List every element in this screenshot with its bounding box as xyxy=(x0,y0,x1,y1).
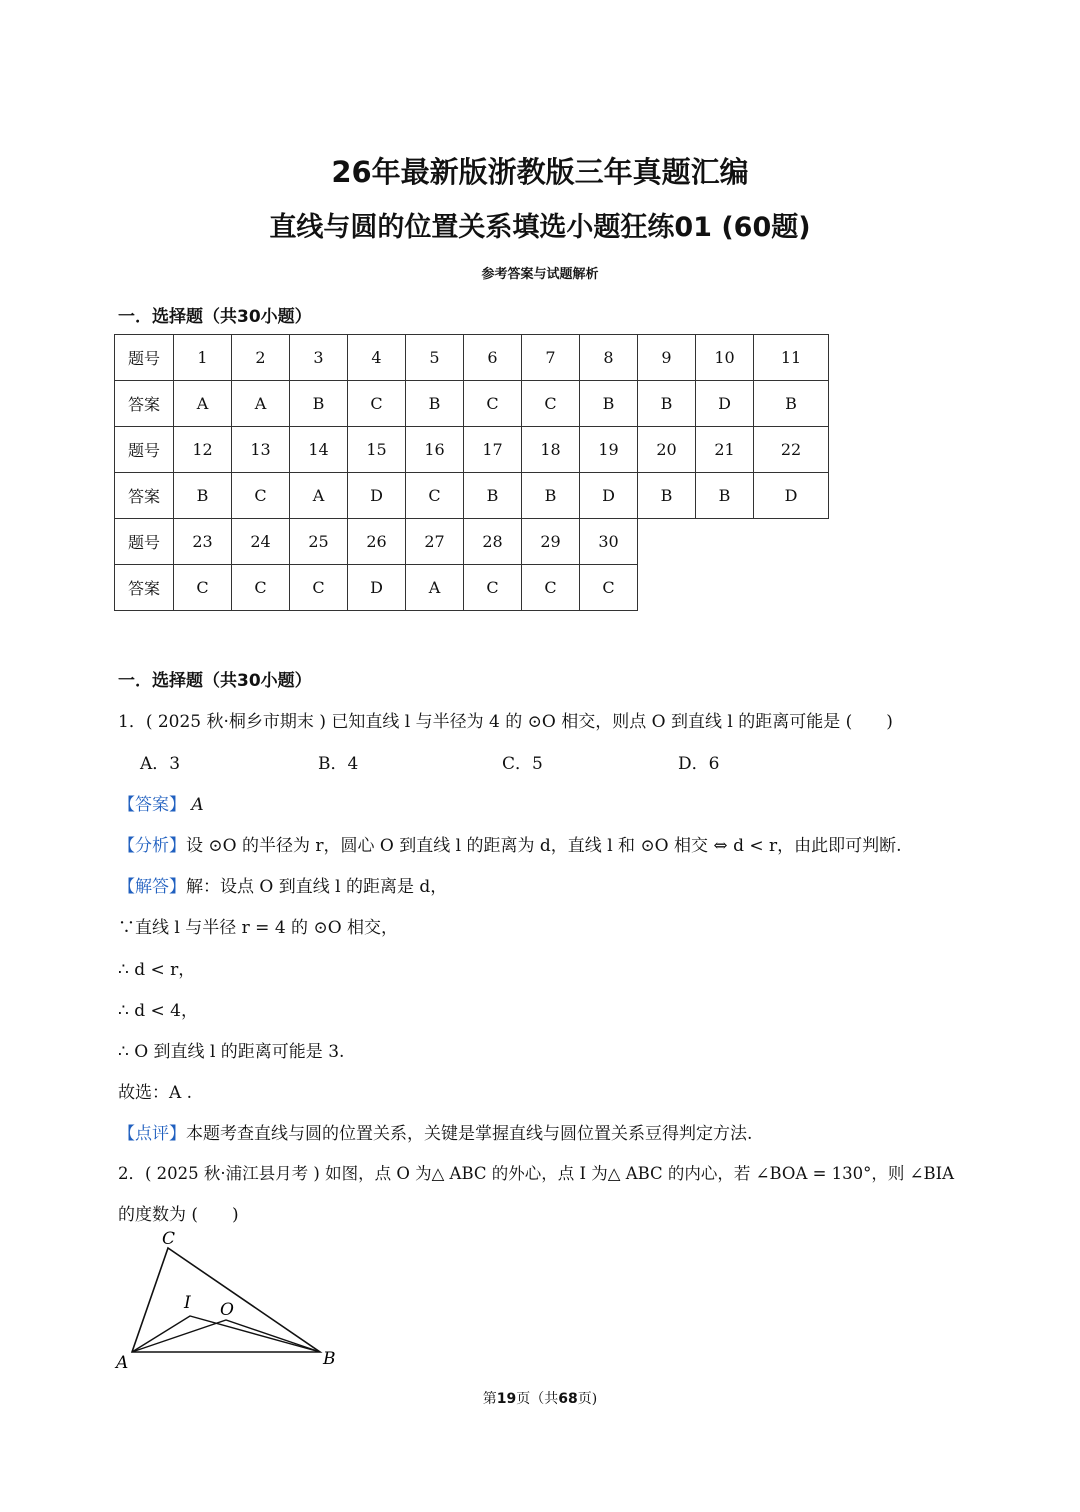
question-1-analysis xyxy=(118,831,902,856)
comment-tag: 【点评】 xyxy=(118,1124,186,1144)
answer-key-caption: 参考答案与试题解析 xyxy=(481,267,599,282)
document-subtitle: 直线与圆的位置关系填选小题狂练01 (60题) xyxy=(269,212,811,243)
answer-table-cell: B xyxy=(638,473,696,519)
analysis-text: 设 ⊙O 的半径为 r，圆心 O 到直线 l 的距离为 d，直线 l 和 ⊙O 相交 ⇔ d < r，由此即可判断. xyxy=(186,836,902,856)
label-a: A xyxy=(116,1353,129,1372)
question-1-solution-line-1 xyxy=(118,872,447,897)
answer-table-cell: B xyxy=(754,381,829,427)
section-heading-table: 一．选择题（共30小题） xyxy=(118,307,312,327)
answer-table-row xyxy=(115,427,829,473)
question-1-option-a: A．3 xyxy=(140,754,181,774)
comment-text: 本题考查直线与圆的位置关系，关键是掌握直线与圆位置关系豆得判定方法. xyxy=(186,1124,753,1144)
segments-ao-ob xyxy=(132,1320,320,1352)
answer-table-cell: 8 xyxy=(580,335,638,381)
answer-table-cell: B xyxy=(464,473,522,519)
answer-table-row xyxy=(115,473,829,519)
answer-table-row xyxy=(115,519,829,565)
analysis-tag: 【分析】 xyxy=(118,836,186,856)
answer-table-cell: 29 xyxy=(522,519,580,565)
answer-table-cell: 9 xyxy=(638,335,696,381)
solution-text: 解：设点 O 到直线 l 的距离是 d， xyxy=(186,877,448,897)
question-1-option-d: D．6 xyxy=(678,754,720,774)
answer-table-cell: C xyxy=(232,473,290,519)
answer-table-empty-cell xyxy=(754,565,829,611)
footer-suffix: 页) xyxy=(577,1391,598,1407)
question-2-stem-line-2: 的度数为 ( ) xyxy=(118,1205,239,1225)
answer-table-cell: B xyxy=(406,381,464,427)
answer-table-cell: A xyxy=(232,381,290,427)
question-1-solution-line-5: ∴ O 到直线 l 的距离可能是 3. xyxy=(118,1042,345,1062)
answer-table-cell: D xyxy=(348,565,406,611)
answer-table-cell: 10 xyxy=(696,335,754,381)
answer-table-cell: 17 xyxy=(464,427,522,473)
answer-table-cell: C xyxy=(464,381,522,427)
answer-table xyxy=(114,334,829,611)
answer-table-cell: C xyxy=(348,381,406,427)
question-2-stem-line-1: 2．( 2025 秋·浦江县月考 ) 如图，点 O 为△ ABC 的外心，点 I 为△ ABC 的内心，若 ∠BOA = 130°，则 ∠BIA xyxy=(118,1164,955,1183)
answer-table-cell: B xyxy=(580,381,638,427)
answer-table-cell: 15 xyxy=(348,427,406,473)
answer-table-empty-cell xyxy=(754,519,829,565)
answer-table-cell: 20 xyxy=(638,427,696,473)
answer-value: A xyxy=(191,795,204,815)
answer-table-cell: C xyxy=(406,473,464,519)
answer-table-cell: C xyxy=(232,565,290,611)
answer-table-empty-cell xyxy=(638,519,696,565)
answer-table-cell: 27 xyxy=(406,519,464,565)
question-1-option-c: C．5 xyxy=(502,754,543,774)
answer-table-row-label: 答案 xyxy=(115,381,174,427)
answer-table-cell: 1 xyxy=(174,335,232,381)
document-title: 26年最新版浙教版三年真题汇编 xyxy=(331,155,749,189)
label-b: B xyxy=(323,1349,336,1369)
answer-table-cell: D xyxy=(348,473,406,519)
answer-table-cell: 4 xyxy=(348,335,406,381)
answer-table-cell: B xyxy=(638,381,696,427)
answer-table-cell: 3 xyxy=(290,335,348,381)
answer-table-cell: 19 xyxy=(580,427,638,473)
answer-table-row-label: 答案 xyxy=(115,565,174,611)
answer-table-cell: B xyxy=(696,473,754,519)
footer-prefix: 第 xyxy=(482,1391,497,1407)
section-heading-questions: 一．选择题（共30小题） xyxy=(118,671,312,691)
answer-table-cell: 11 xyxy=(754,335,829,381)
answer-table-cell: 26 xyxy=(348,519,406,565)
answer-table-row-label: 题号 xyxy=(115,335,174,381)
question-1-comment xyxy=(118,1119,752,1144)
question-1-solution-line-4: ∴ d < 4， xyxy=(118,1001,198,1021)
answer-table-cell: A xyxy=(406,565,464,611)
answer-table-row-label: 答案 xyxy=(115,473,174,519)
label-o: O xyxy=(220,1300,234,1320)
answer-table-cell: 16 xyxy=(406,427,464,473)
answer-table-empty-cell xyxy=(696,565,754,611)
footer-page-number: 19 xyxy=(496,1391,517,1407)
segments-ai-ib xyxy=(132,1316,320,1352)
answer-table-cell: 2 xyxy=(232,335,290,381)
question-1-answer xyxy=(118,790,204,815)
answer-table-cell: B xyxy=(522,473,580,519)
answer-table-cell: 6 xyxy=(464,335,522,381)
answer-table-cell: A xyxy=(174,381,232,427)
answer-table-cell: D xyxy=(696,381,754,427)
answer-table-cell: 22 xyxy=(754,427,829,473)
page-footer xyxy=(0,1388,1080,1408)
answer-table-cell: 21 xyxy=(696,427,754,473)
answer-table-empty-cell xyxy=(638,565,696,611)
answer-table-cell: B xyxy=(174,473,232,519)
answer-table-cell: 12 xyxy=(174,427,232,473)
answer-tag: 【答案】 xyxy=(118,795,186,815)
answer-table-row xyxy=(115,335,829,381)
answer-table-cell: C xyxy=(522,381,580,427)
answer-table-cell: C xyxy=(522,565,580,611)
answer-table-row-label: 题号 xyxy=(115,519,174,565)
answer-table-cell: 5 xyxy=(406,335,464,381)
answer-table-row xyxy=(115,565,829,611)
answer-table-empty-cell xyxy=(696,519,754,565)
answer-table-cell: B xyxy=(290,381,348,427)
answer-table-cell: 13 xyxy=(232,427,290,473)
answer-table-cell: A xyxy=(290,473,348,519)
question-1-option-b: B．4 xyxy=(318,754,359,774)
footer-total-pages: 68 xyxy=(558,1391,578,1407)
triangle-figure xyxy=(110,1222,350,1372)
answer-table-cell: 28 xyxy=(464,519,522,565)
label-c: C xyxy=(162,1229,176,1249)
solution-tag: 【解答】 xyxy=(118,877,186,897)
footer-middle: 页（共 xyxy=(516,1391,559,1407)
answer-table-cell: C xyxy=(174,565,232,611)
answer-table-cell: 14 xyxy=(290,427,348,473)
answer-table-cell: 7 xyxy=(522,335,580,381)
answer-table-cell: C xyxy=(290,565,348,611)
answer-table-cell: 24 xyxy=(232,519,290,565)
question-1-stem: 1．( 2025 秋·桐乡市期末 ) 已知直线 l 与半径为 4 的 ⊙O 相交，则点 O 到直线 l 的距离可能是 ( ) xyxy=(118,712,893,732)
answer-table-row-label: 题号 xyxy=(115,427,174,473)
answer-table-cell: C xyxy=(580,565,638,611)
answer-table-cell: 30 xyxy=(580,519,638,565)
answer-table-row xyxy=(115,381,829,427)
answer-table-cell: 18 xyxy=(522,427,580,473)
answer-table-cell: D xyxy=(754,473,829,519)
question-1-solution-line-6: 故选：A . xyxy=(118,1083,193,1103)
question-1-solution-line-3: ∴ d < r， xyxy=(118,960,196,980)
question-1-solution-line-2: ∵直线 l 与半径 r = 4 的 ⊙O 相交， xyxy=(118,918,399,938)
answer-table-cell: 25 xyxy=(290,519,348,565)
answer-table-cell: C xyxy=(464,565,522,611)
label-i: I xyxy=(184,1293,191,1313)
answer-table-cell: D xyxy=(580,473,638,519)
answer-table-cell: 23 xyxy=(174,519,232,565)
